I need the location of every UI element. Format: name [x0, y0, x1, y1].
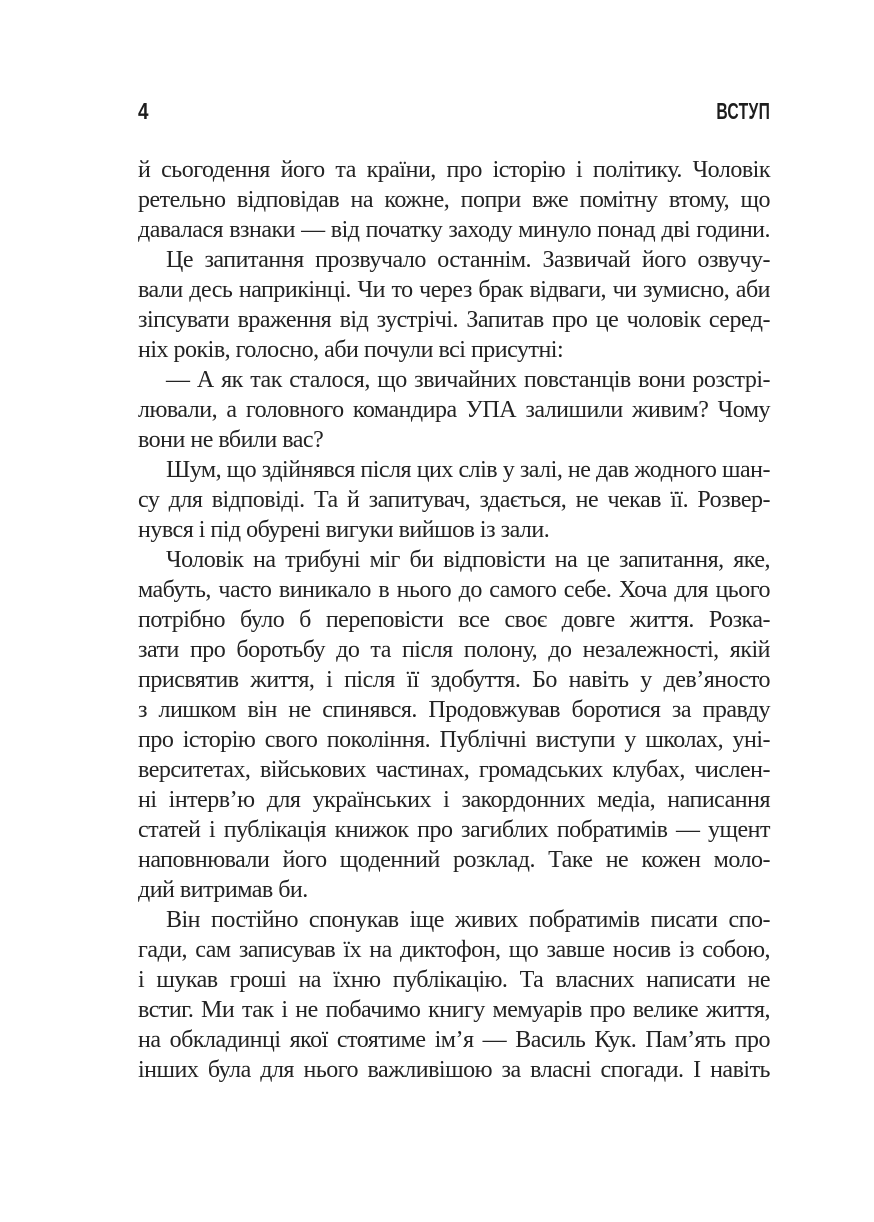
paragraph [138, 245, 770, 365]
text-line: верситетах, військових частинах, громадських клубах, числен- [138, 757, 770, 783]
text-line: на обкладинці якої стоятиме ім’я — Василь Кук. Пам’ять про [138, 1027, 770, 1053]
text-line: про історію свого покоління. Публічні виступи у школах, уні- [138, 727, 770, 753]
body-text [138, 155, 770, 1085]
text-line: нувся і під обурені вигуки вийшов із зали. [138, 517, 550, 543]
text-line: зіпсувати враження від зустрічі. Запитав про це чоловік серед- [138, 307, 770, 333]
text-line: й сьогодення його та країни, про історію і політику. Чоловік [138, 157, 770, 183]
text-line: з лишком він не спинявся. Продовжував боротися за правду [138, 697, 770, 723]
text-line: су для відповіді. Та й запитувач, здається, не чекав її. Розвер- [138, 487, 770, 513]
text-line: ні інтерв’ю для українських і закордонних медіа, написання [138, 787, 770, 813]
text-line: статей і публікація книжок про загиблих побратимів — ущент [138, 817, 770, 843]
text-line: присвятив життя, і після її здобуття. Бо навіть у дев’яносто [138, 667, 770, 693]
paragraph [138, 545, 770, 905]
text-line: давалася взнаки — від початку заходу минуло понад дві години. [138, 217, 770, 243]
running-head: ВСТУП [716, 98, 770, 124]
text-line: — А як так сталося, що звичайних повстанців вони розстрі- [166, 367, 770, 393]
page-number: 4 [138, 98, 149, 124]
text-line: наповнювали його щоденний розклад. Таке не кожен моло- [138, 847, 770, 873]
text-line: потрібно було б переповісти все своє довге життя. Розка- [138, 607, 770, 633]
page-header [138, 99, 770, 125]
text-line: інших була для нього важливішою за власні спогади. І навіть [138, 1057, 770, 1083]
text-line: Він постійно спонукав іще живих побратимів писати спо- [166, 907, 770, 933]
text-line: гади, сам записував їх на диктофон, що завше носив із собою, [138, 937, 770, 963]
text-line: Шум, що здійнявся після цих слів у залі, не дав жодного шан- [166, 457, 770, 483]
text-line: мабуть, часто виникало в нього до самого себе. Хоча для цього [138, 577, 770, 603]
text-line: зати про боротьбу до та після полону, до незалежності, якій [138, 637, 770, 663]
text-line: і шукав гроші на їхню публікацію. Та власних написати не [138, 967, 770, 993]
text-line: Чоловік на трибуні міг би відповісти на це запитання, яке, [166, 547, 770, 573]
text-line: встиг. Ми так і не побачимо книгу мемуарів про велике життя, [138, 997, 770, 1023]
text-line: Це запитання прозвучало останнім. Зазвичай його озвучу- [166, 247, 770, 273]
text-line: лювали, а головного командира УПА залишили живим? Чому [138, 397, 770, 423]
paragraph [138, 905, 770, 1085]
paragraph [138, 455, 770, 545]
paragraph [138, 365, 770, 455]
text-line: вали десь наприкінці. Чи то через брак відваги, чи зумисно, аби [138, 277, 770, 303]
text-line: ніх років, голосно, аби почули всі присутні: [138, 337, 564, 363]
text-line: вони не вбили вас? [138, 427, 324, 453]
text-line: дий витримав би. [138, 877, 308, 903]
paragraph [138, 155, 770, 245]
text-line: ретельно відповідав на кожне, попри вже помітну втому, що [138, 187, 770, 213]
